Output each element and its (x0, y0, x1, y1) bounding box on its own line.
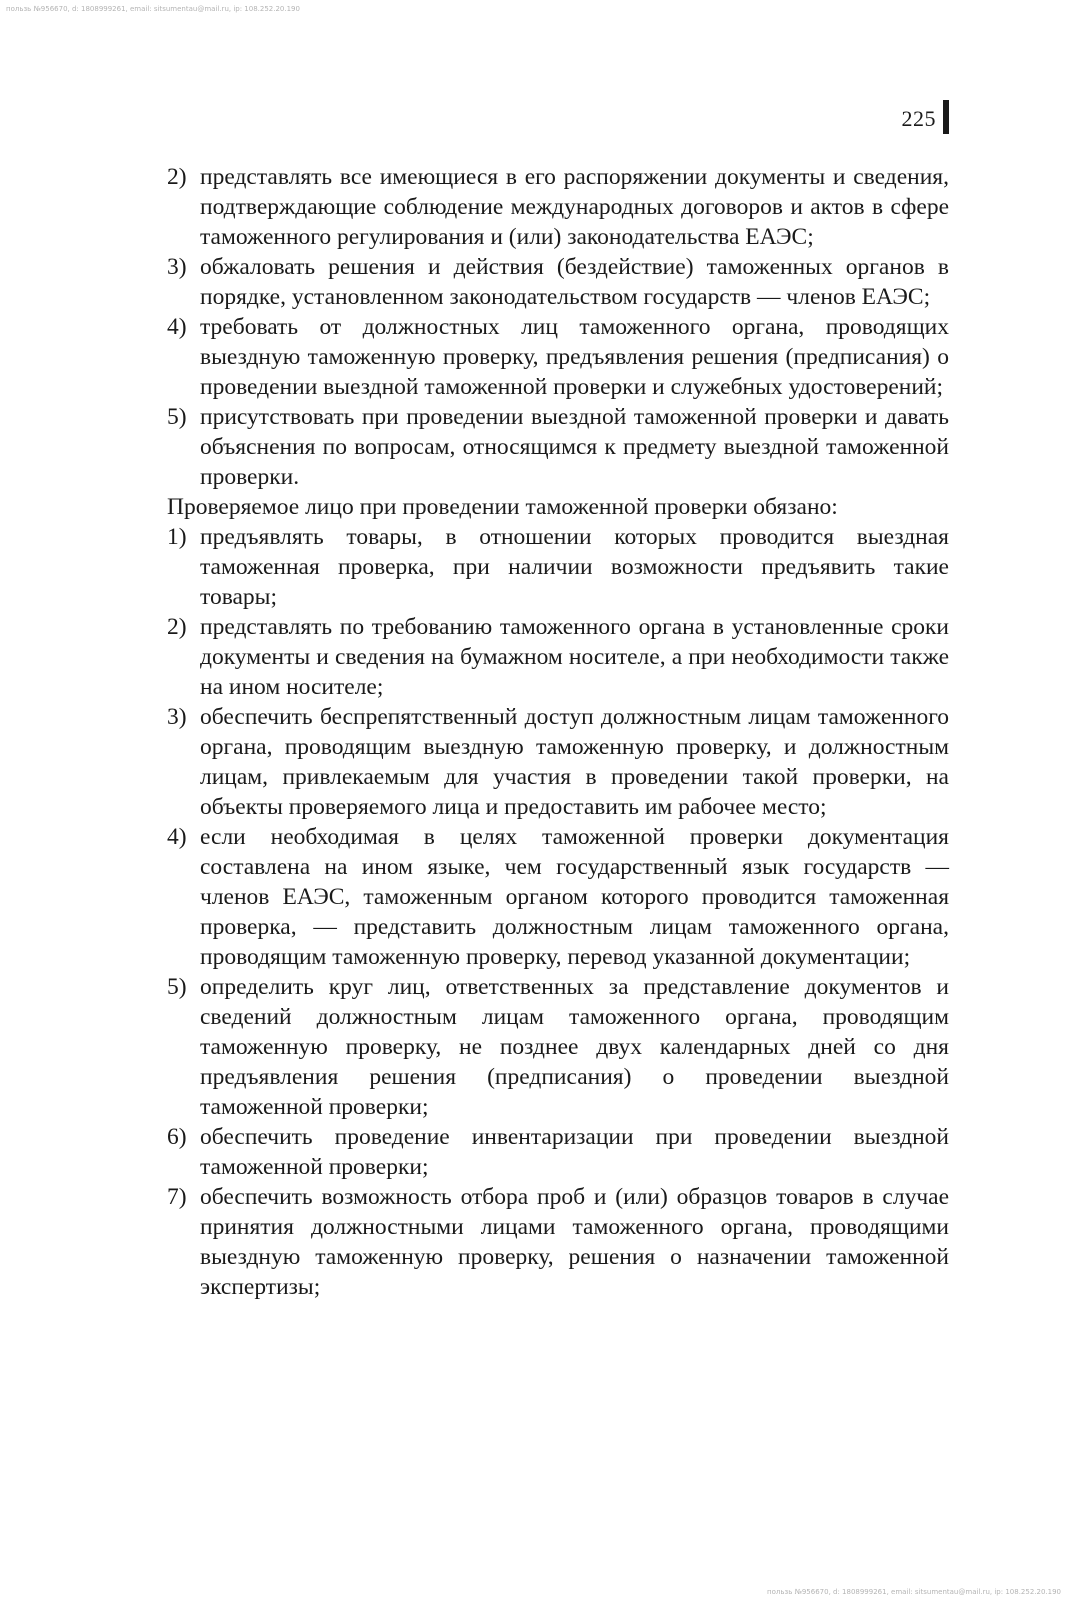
page-number: 225 (901, 106, 936, 131)
list-item (167, 312, 949, 402)
list-item (167, 1122, 949, 1182)
list-item-number: 1) (167, 524, 187, 550)
list-item-number: 5) (167, 974, 187, 1000)
watermark-bottom: пользь №956670, d: 1808999261, email: sitsumentau@mail.ru, ip: 108.252.20.190 (767, 1588, 1061, 1596)
list-item-text: определить круг лиц, ответственных за представление документов и сведений должностным лицам таможенного органа, проводящим таможенную проверку, не позднее двух календарных дней со дня предъявления решения (предписания) о проведении выездной таможенной проверки; (200, 974, 949, 1120)
list-item (167, 162, 949, 252)
list-item (167, 612, 949, 702)
list-item (167, 522, 949, 612)
list-item-text: присутствовать при проведении выездной таможенной проверки и давать объяснения по вопросам, относящимся к предмету выездной таможенной проверки. (200, 404, 949, 490)
list-item-text: представлять по требованию таможенного органа в установленные сроки документы и сведения на бумажном носителе, а при необходимости также на ином носителе; (200, 614, 949, 700)
page-number-bar (943, 100, 949, 134)
list-item-number: 6) (167, 1124, 187, 1150)
list-item-text: обеспечить проведение инвентаризации при проведении выездной таможенной проверки; (200, 1124, 949, 1180)
list-item-text: если необходимая в целях таможенной проверки документация составлена на ином языке, чем государственный язык государств — членов ЕАЭС, таможенным органом которого проводится таможенная проверка, — представить должностным лицам таможенного органа, проводящим таможенную проверку, перевод указанной документации; (200, 824, 949, 970)
list-item-number: 3) (167, 254, 187, 280)
list-item (167, 252, 949, 312)
list-item-text: представлять все имеющиеся в его распоряжении документы и сведения, подтверждающие соблюдение международных договоров и актов в сфере таможенного регулирования и (или) законодательства ЕАЭС; (200, 164, 949, 250)
rights-list (167, 162, 949, 492)
list-item (167, 1182, 949, 1302)
list-item-number: 7) (167, 1184, 187, 1210)
list-item (167, 702, 949, 822)
obligations-list (167, 522, 949, 1302)
list-item-number: 4) (167, 824, 187, 850)
list-item-number: 5) (167, 404, 187, 430)
list-item-text: обеспечить беспрепятственный доступ должностным лицам таможенного органа, проводящим выездную таможенную проверку, и должностным лицам, привлекаемым для участия в проведении такой проверки, на объекты проверяемого лица и предоставить им рабочее место; (200, 704, 949, 820)
list-item-number: 2) (167, 614, 187, 640)
list-item-text: обеспечить возможность отбора проб и (или) образцов товаров в случае принятия должностными лицами таможенного органа, проводящими выездную таможенную проверку, решения о назначении таможенной экспертизы; (200, 1184, 949, 1300)
list-item-number: 4) (167, 314, 187, 340)
list-item-number: 2) (167, 164, 187, 190)
list-item (167, 972, 949, 1122)
list-item-text: предъявлять товары, в отношении которых проводится выездная таможенная проверка, при наличии возможности предъявить такие товары; (200, 524, 949, 610)
page-body (167, 162, 949, 1302)
list-item-number: 3) (167, 704, 187, 730)
list-item-text: обжаловать решения и действия (бездействие) таможенных органов в порядке, установленном законодательством государств — членов ЕАЭС; (200, 254, 949, 310)
list-item (167, 822, 949, 972)
list-item (167, 402, 949, 492)
obligations-intro-paragraph: Проверяемое лицо при проведении таможенной проверки обязано: (167, 494, 838, 520)
list-item-text: требовать от должностных лиц таможенного органа, проводящих выездную таможенную проверку, предъявления решения (предписания) о проведении выездной таможенной проверки и служебных удостоверений; (200, 314, 949, 400)
watermark-top: пользь №956670, d: 1808999261, email: sitsumentau@mail.ru, ip: 108.252.20.190 (6, 5, 300, 13)
